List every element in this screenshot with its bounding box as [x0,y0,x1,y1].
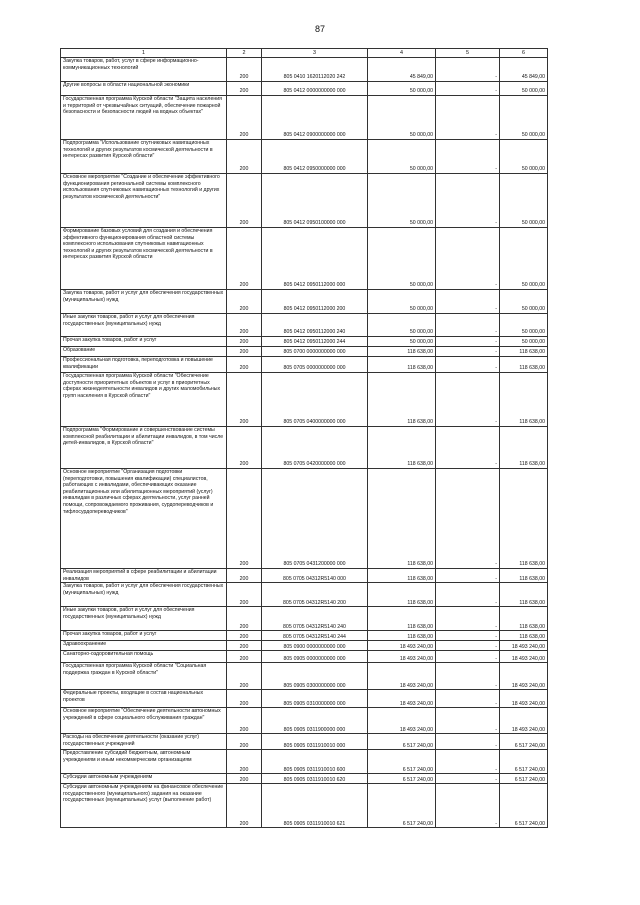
table-row [61,774,548,784]
header-col-3: 3 [262,49,368,58]
table-row [61,690,548,708]
row-col-5: - [436,82,500,96]
row-col-2: 200 [227,607,262,631]
row-col-4: 50 000,00 [368,290,436,314]
row-col-5: - [436,784,500,828]
row-col-5: - [436,373,500,427]
row-code: 805 0905 0311910010 621 [262,784,368,828]
row-name: Образование [61,347,227,357]
row-col-4: 18 493 240,00 [368,690,436,708]
row-name: Государственная программа Курской области "Обеспечение доступности приоритетных объектов и услуг в приоритетных сферах жизнедеятельности инвалидов и других маломобильных групп населения в Курской области" [61,373,227,427]
row-name: Основное мероприятие "Организация подготовки (переподготовки, повышения квалификации) специалистов, работающих с инвалидами, обеспечивающих оказание реабилитационных или абилитационных мероприятий (услуг) инвалидам в различных сферах деятельности, услуг ранней помощи, сопровождаемого проживания, сурдопереводчиков и тифлосурдопереводчиков" [61,469,227,569]
row-code: 805 0905 0311910010 620 [262,774,368,784]
row-name: Основное мероприятие "Обеспечение деятельности автономных учреждений в сфере социального обслуживания граждан" [61,708,227,734]
table-row [61,314,548,337]
row-code: 805 0412 0950112000 200 [262,290,368,314]
table-row [61,347,548,357]
row-name: Здравоохранение [61,641,227,651]
table-row [61,469,548,569]
row-col-2: 200 [227,228,262,290]
row-col-4: 45 849,00 [368,58,436,82]
row-col-2: 200 [227,82,262,96]
table-row [61,228,548,290]
row-col-2: 200 [227,690,262,708]
row-col-4: 6 517 240,00 [368,734,436,750]
row-col-5: - [436,140,500,174]
row-code: 805 0705 0431200000 000 [262,469,368,569]
row-col-2: 200 [227,631,262,641]
row-name: Профессиональная подготовка, переподготовка и повышение квалификации [61,357,227,373]
row-col-5: - [436,357,500,373]
row-col-4: 50 000,00 [368,96,436,140]
row-code: 805 0412 0900000000 000 [262,96,368,140]
row-col-5: - [436,663,500,690]
header-col-2: 2 [227,49,262,58]
row-name: Иные закупки товаров, работ и услуг для обеспечения государственных (муниципальных) нужд [61,607,227,631]
row-name: Иные закупки товаров, работ и услуг для обеспечения государственных (муниципальных) нужд [61,314,227,337]
row-col-2: 200 [227,663,262,690]
row-col-4: 118 638,00 [368,357,436,373]
row-name: Реализация мероприятий в сфере реабилитации и абилитации инвалидов [61,569,227,583]
row-col-6: 118 638,00 [500,607,548,631]
row-col-5: - [436,469,500,569]
row-col-5: - [436,290,500,314]
row-col-6: 18 493 240,00 [500,708,548,734]
row-col-4: 6 517 240,00 [368,784,436,828]
table-row [61,784,548,828]
row-name: Государственная программа Курской области "Защита населения и территорий от чрезвычайных ситуаций, обеспечение пожарной безопасности и безопасности людей на водных объектах" [61,96,227,140]
row-col-6: 118 638,00 [500,373,548,427]
row-code: 805 0412 0950112000 244 [262,337,368,347]
row-col-2: 200 [227,337,262,347]
row-col-6: 50 000,00 [500,96,548,140]
row-col-5: - [436,228,500,290]
row-col-4: 118 638,00 [368,347,436,357]
row-col-5: - [436,708,500,734]
row-col-5: - [436,569,500,583]
page-number: 87 [314,24,325,34]
table-header-row [61,49,548,58]
table-row [61,641,548,651]
row-col-4: 18 493 240,00 [368,641,436,651]
row-col-5: - [436,631,500,641]
row-code: 805 0705 0000000000 000 [262,357,368,373]
table-row [61,708,548,734]
row-col-4: 50 000,00 [368,174,436,228]
table-row [61,337,548,347]
row-code: 805 0905 0311910010 600 [262,750,368,774]
row-code: 805 0700 0000000000 000 [262,347,368,357]
header-col-6: 6 [500,49,548,58]
row-code: 805 0412 0000000000 000 [262,82,368,96]
row-name: Расходы на обеспечение деятельности (оказание услуг) государственных учреждений [61,734,227,750]
row-col-6: 118 638,00 [500,569,548,583]
row-col-4: 118 638,00 [368,583,436,607]
row-col-2: 200 [227,583,262,607]
row-col-5: - [436,641,500,651]
row-col-2: 200 [227,750,262,774]
row-col-6: 18 493 240,00 [500,651,548,663]
row-col-6: 50 000,00 [500,140,548,174]
row-name: Закупка товаров, работ и услуг для обеспечения государственных (муниципальных) нужд [61,290,227,314]
row-col-2: 200 [227,140,262,174]
row-col-6: 6 517 240,00 [500,784,548,828]
row-name: Подпрограмма "Использование спутниковых навигационных технологий и других результатов космической деятельности в интересах развития Курской области" [61,140,227,174]
row-col-4: 50 000,00 [368,82,436,96]
row-col-6: 118 638,00 [500,469,548,569]
row-code: 805 0410 1620112020 242 [262,58,368,82]
row-name: Другие вопросы в области национальной экономики [61,82,227,96]
row-name: Закупка товаров, работ, услуг в сфере информационно-коммуникационных технологий [61,58,227,82]
row-col-2: 200 [227,174,262,228]
row-col-2: 200 [227,774,262,784]
row-name: Субсидии автономным учреждениям на финансовое обеспечение государственного (муниципального) задания на оказание государственных (муниципальных) услуг (выполнение работ) [61,784,227,828]
row-code: 805 0705 0400000000 000 [262,373,368,427]
row-code: 805 0905 0000000000 000 [262,651,368,663]
budget-table [60,48,548,828]
row-col-5: - [436,607,500,631]
table-row [61,631,548,641]
table-row [61,583,548,607]
row-col-6: 50 000,00 [500,82,548,96]
header-col-1: 1 [61,49,227,58]
row-col-2: 200 [227,641,262,651]
header-col-5: 5 [436,49,500,58]
table-row [61,750,548,774]
header-col-4: 4 [368,49,436,58]
row-code: 805 0705 04312R5140 244 [262,631,368,641]
row-col-4: 6 517 240,00 [368,774,436,784]
row-col-6: 45 849,00 [500,58,548,82]
row-col-6: 18 493 240,00 [500,641,548,651]
row-name: Закупка товаров, работ и услуг для обеспечения государственных (муниципальных) нужд [61,583,227,607]
row-col-4: 118 638,00 [368,569,436,583]
row-col-4: 18 493 240,00 [368,651,436,663]
row-col-6: 50 000,00 [500,290,548,314]
row-col-6: 118 638,00 [500,347,548,357]
row-col-6: 6 517 240,00 [500,734,548,750]
row-col-4: 118 638,00 [368,373,436,427]
row-col-5: - [436,427,500,469]
row-col-2: 200 [227,96,262,140]
row-code: 805 0905 0310000000 000 [262,690,368,708]
row-col-5: - [436,174,500,228]
row-col-5: - [436,651,500,663]
row-col-4: 118 638,00 [368,607,436,631]
row-col-6: 18 493 240,00 [500,663,548,690]
table-row [61,569,548,583]
row-name: Основное мероприятие "Создание и обеспечение эффективного функционирования региональной системы комплексного использования спутниковых навигационных технологий и других результатов космической деятельности" [61,174,227,228]
row-col-6: 118 638,00 [500,631,548,641]
row-name: Подпрограмма "Формирование и совершенствование системы комплексной реабилитации и абилитации инвалидов, в том числе детей-инвалидов, в Курской области" [61,427,227,469]
row-col-5: - [436,750,500,774]
row-code: 805 0412 0950100000 000 [262,174,368,228]
row-col-4: 18 493 240,00 [368,663,436,690]
row-col-5: - [436,583,500,607]
row-col-5: - [436,314,500,337]
row-name: Государственная программа Курской области "Социальная поддержка граждан в Курской области" [61,663,227,690]
table-row [61,174,548,228]
row-col-6: 50 000,00 [500,314,548,337]
row-col-2: 200 [227,314,262,337]
row-name: Федеральные проекты, входящие в состав национальных проектов [61,690,227,708]
row-col-2: 200 [227,58,262,82]
row-col-2: 200 [227,347,262,357]
table-row [61,290,548,314]
row-col-2: 200 [227,784,262,828]
row-code: 805 0705 04312R5140 240 [262,607,368,631]
table-row [61,357,548,373]
row-col-2: 200 [227,469,262,569]
table-row [61,734,548,750]
table-row [61,663,548,690]
table-row [61,82,548,96]
row-name: Прочая закупка товаров, работ и услуг [61,337,227,347]
row-col-2: 200 [227,373,262,427]
row-code: 805 0412 0950112000 240 [262,314,368,337]
row-col-5: - [436,96,500,140]
row-col-2: 200 [227,290,262,314]
row-col-5: - [436,58,500,82]
row-code: 805 0412 0950112000 000 [262,228,368,290]
row-name: Субсидии автономным учреждениям [61,774,227,784]
row-col-2: 200 [227,427,262,469]
table-row [61,651,548,663]
row-col-4: 6 517 240,00 [368,750,436,774]
row-col-4: 50 000,00 [368,337,436,347]
row-col-6: 6 517 240,00 [500,750,548,774]
row-col-4: 50 000,00 [368,140,436,174]
row-col-6: 118 638,00 [500,427,548,469]
row-col-6: 50 000,00 [500,228,548,290]
row-col-5: - [436,337,500,347]
row-col-4: 118 638,00 [368,631,436,641]
row-col-4: 118 638,00 [368,469,436,569]
row-col-2: 200 [227,708,262,734]
row-col-6: 18 493 240,00 [500,690,548,708]
row-col-4: 18 493 240,00 [368,708,436,734]
row-col-2: 200 [227,651,262,663]
table-row [61,373,548,427]
row-code: 805 0705 04312R5140 200 [262,583,368,607]
row-code: 805 0905 0311910010 000 [262,734,368,750]
row-col-6: 118 638,00 [500,357,548,373]
row-col-6: 6 517 240,00 [500,774,548,784]
row-col-6: 50 000,00 [500,337,548,347]
table-row [61,140,548,174]
row-code: 805 0412 0950000000 000 [262,140,368,174]
row-name: Прочая закупка товаров, работ и услуг [61,631,227,641]
row-col-4: 118 638,00 [368,427,436,469]
row-col-5: - [436,690,500,708]
row-col-5: - [436,774,500,784]
row-col-4: 50 000,00 [368,228,436,290]
row-name: Предоставление субсидий бюджетным, автономным учреждениям и иным некоммерческим организациям [61,750,227,774]
row-col-2: 200 [227,569,262,583]
row-name: Санаторно-оздоровительная помощь [61,651,227,663]
row-col-6: 118 638,00 [500,583,548,607]
row-col-2: 200 [227,357,262,373]
row-col-5: - [436,347,500,357]
row-col-4: 50 000,00 [368,314,436,337]
row-name: Формирование базовых условий для создания и обеспечения эффективного функционирования областной системы комплексного использования спутниковых навигационных технологий и других результатов космической деятельности в интересах развития Курской области [61,228,227,290]
row-code: 805 0705 0420000000 000 [262,427,368,469]
row-code: 805 0705 04312R5140 000 [262,569,368,583]
table-row [61,607,548,631]
row-code: 805 0905 0300000000 000 [262,663,368,690]
row-col-6: 50 000,00 [500,174,548,228]
row-col-2: 200 [227,734,262,750]
row-code: 805 0905 0311900000 000 [262,708,368,734]
table-row [61,96,548,140]
table-row [61,58,548,82]
table-row [61,427,548,469]
row-col-5: - [436,734,500,750]
row-code: 805 0900 0000000000 000 [262,641,368,651]
